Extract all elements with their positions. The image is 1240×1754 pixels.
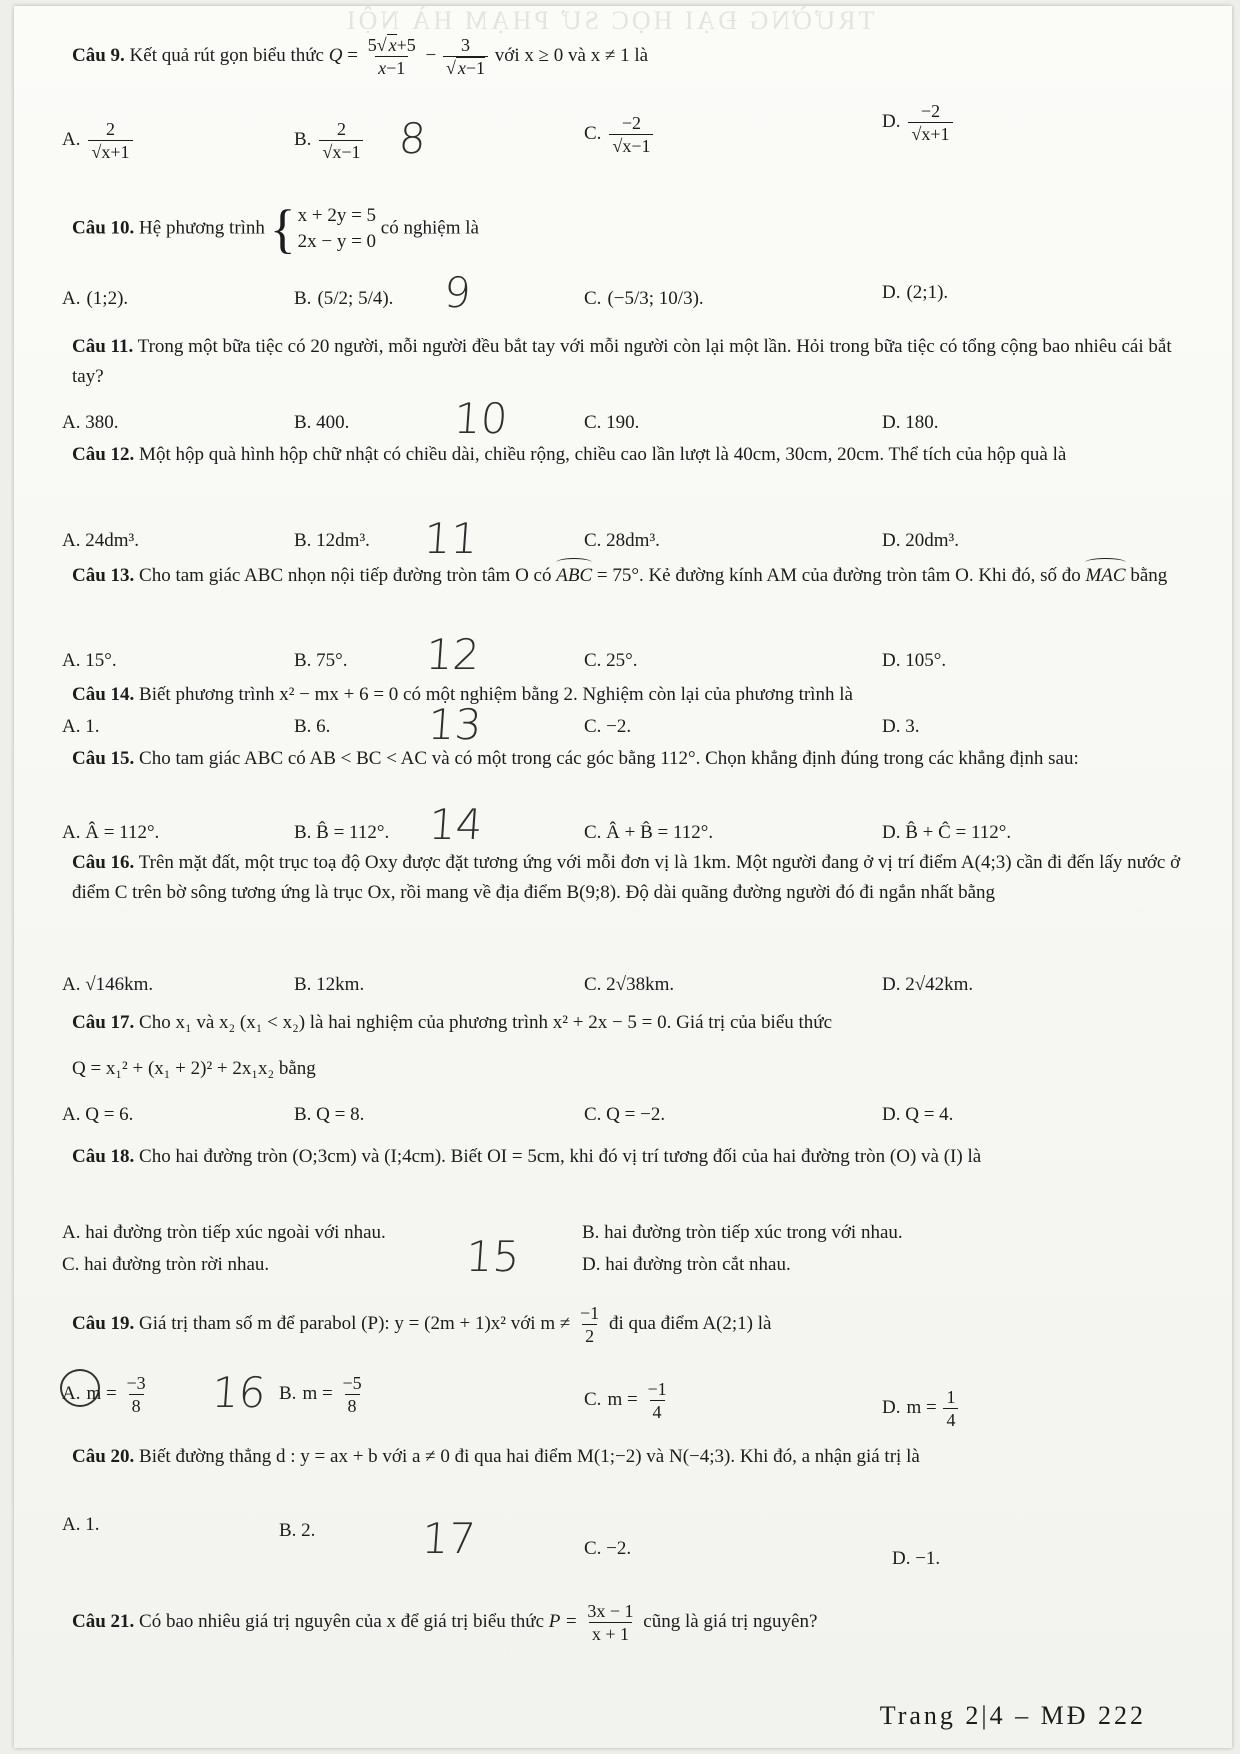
handwritten-number: 13	[426, 700, 484, 749]
question-label: Câu 17.	[72, 1012, 135, 1033]
option-c: C. 2√38km.	[584, 974, 675, 995]
option-b: B. 6.	[294, 716, 331, 737]
question-text: Cho x₁ và x₂ (x₁ < x₂) là hai nghiệm của phương trình x² + 2x − 5 = 0. Giá trị của biểu thức	[139, 1012, 833, 1033]
question-17-expression: Q = x₁² + (x₁ + 2)² + 2x₁x₂ bằng	[72, 1058, 316, 1079]
question-text: Một hộp quà hình hộp chữ nhật có chiều dài, chiều rộng, chiều cao lần lượt là 40cm, 30cm, 20cm. Thể tích của hộp quà là	[139, 444, 1067, 465]
option-d: D. Q = 4.	[882, 1104, 954, 1125]
handwritten-number: 15	[464, 1232, 522, 1281]
question-text-tail: có nghiệm là	[380, 217, 479, 239]
option-c: C. Q = −2.	[584, 1104, 666, 1125]
question-17	[72, 1008, 1192, 1038]
option-b: B. 400.	[294, 412, 350, 433]
question-label: Câu 9.	[72, 44, 125, 66]
exam-page	[14, 6, 1232, 1748]
option-b: B. 12km.	[294, 974, 365, 995]
question-label: Câu 20.	[72, 1446, 135, 1467]
question-label: Câu 14.	[72, 684, 135, 705]
option-d: D. 2√42km.	[882, 974, 974, 995]
option-d: D. B̂ + Ĉ = 112°.	[882, 822, 1012, 843]
option-c: C. hai đường tròn rời nhau.	[62, 1254, 270, 1275]
option-d: D. 105°.	[882, 650, 947, 671]
option-c: C. 25°.	[584, 650, 638, 671]
question-condition: với x ≥ 0 và x ≠ 1 là	[494, 44, 649, 66]
option-a: A. m = $\frac{-3}{8}$	[62, 1373, 146, 1416]
option-d: D. (2;1).	[882, 282, 949, 303]
option-b: B. 2.	[279, 1520, 316, 1541]
option-d: D. 3.	[882, 716, 920, 737]
fraction: $\frac{3}{√ x-1}$	[443, 34, 488, 79]
option-b: B. B̂ = 112°.	[294, 822, 390, 843]
bleed-through-header: TRƯỜNG ĐẠI HỌC SƯ PHẠM HÀ NỘI	[344, 6, 875, 35]
question-text: Biết đường thẳng d : y = ax + b với a ≠ 0 đi qua hai điểm M(1;−2) và N(−4;3). Khi đó, a nhận giá trị là	[139, 1446, 920, 1467]
option-a: A. 380.	[62, 412, 119, 433]
question-20	[72, 1442, 1192, 1472]
option-d: D. −1.	[892, 1548, 941, 1569]
equation-system: { x + 2y = 5 2x − y = 0	[269, 199, 377, 259]
question-text: Cho hai đường tròn (O;3cm) và (I;4cm). Biết OI = 5cm, khi đó vị trí tương đối của hai đường tròn (O) và (I) là	[139, 1146, 982, 1167]
option-a: A. (1;2).	[62, 288, 129, 309]
option-b: B. 75°.	[294, 650, 348, 671]
option-a: A. 1.	[62, 716, 100, 737]
option-c: C. Â + B̂ = 112°.	[584, 822, 714, 843]
fraction: $\frac{5√ x+5}{x-1}$	[367, 35, 416, 78]
option-d: D. hai đường tròn cắt nhau.	[582, 1254, 791, 1275]
option-c: C. −2.	[584, 716, 632, 737]
question-10	[72, 199, 1192, 259]
option-b: B. hai đường tròn tiếp xúc trong với nhau.	[582, 1222, 903, 1243]
option-a: A. Q = 6.	[62, 1104, 134, 1125]
option-b: B. Q = 8.	[294, 1104, 365, 1125]
option-b: B. $\frac{2}{√x-1}$	[294, 118, 365, 163]
option-d: D. m = $\frac{1}{4}$	[882, 1386, 960, 1431]
question-13: Câu 13. Cho tam giác ABC nhọn nội tiếp đường tròn tâm O có ABC = 75°. Kẻ đường kính AM của đường tròn tâm O. Khi đó, số đo MAC bằng	[72, 561, 1192, 591]
option-c: C. $\frac{-2}{√x-1}$	[584, 112, 655, 157]
option-a: A. √146km.	[62, 974, 154, 995]
question-label: Câu 16.	[72, 852, 135, 873]
page-footer: Trang 2|4 – MĐ 222	[879, 1701, 1146, 1730]
option-a: A. Â = 112°.	[62, 822, 160, 843]
option-c: C. 28dm³.	[584, 530, 660, 551]
handwritten-number: 16	[210, 1368, 268, 1417]
handwritten-number: 14	[427, 800, 485, 849]
handwritten-number: 9	[442, 268, 473, 317]
handwritten-number: 10	[452, 394, 510, 443]
option-d: D. 180.	[882, 412, 939, 433]
question-12	[72, 440, 1192, 470]
option-a: A. 1.	[62, 1514, 100, 1535]
question-label: Câu 18.	[72, 1146, 135, 1167]
question-9: Câu 9. Kết quả rút gọn biểu thức Q = $\frac{5√ x+5}{x-1}$ − $\frac{3}{√ x-1}$ với x ≥ 0 và x ≠ 1 là	[72, 35, 649, 78]
arc-mac: MAC	[1085, 561, 1125, 591]
question-text: Cho tam giác ABC có AB < BC < AC và có một trong các góc bằng 112°. Chọn khẳng định đúng trong các khẳng định sau:	[139, 748, 1079, 769]
question-text: Trong một bữa tiệc có 20 người, mỗi người đều bắt tay với mỗi người còn lại một lần. Hỏi trong bữa tiệc có tổng cộng bao nhiêu cái bắt tay?	[72, 336, 1172, 387]
question-text: Biết phương trình x² − mx + 6 = 0 có một nghiệm bằng 2. Nghiệm còn lại của phương trình là	[139, 684, 853, 705]
question-text: Kết quả rút gọn biểu thức	[129, 44, 324, 66]
question-text: Trên mặt đất, một trục toạ độ Oxy được đặt tương ứng với mỗi đơn vị là 1km. Một người đang ở vị trí điểm A(4;3) cần đi đến lấy nước ở điểm C trên bờ sông tương ứng là trục Ox, rồi mang về địa điểm B(9;8). Độ dài quãng đường người đó đi ngắn nhất bằng	[72, 852, 1181, 903]
handwritten-number: 12	[424, 630, 482, 679]
question-text: Hệ phương trình	[139, 217, 265, 239]
question-18	[72, 1142, 1192, 1172]
question-label: Câu 19.	[72, 1312, 135, 1334]
option-c: C. 190.	[584, 412, 640, 433]
question-label: Câu 15.	[72, 748, 135, 769]
question-16	[72, 848, 1192, 908]
option-d: D. $\frac{-2}{√x+1}$	[882, 100, 955, 145]
question-15	[72, 744, 1192, 774]
option-a: A. hai đường tròn tiếp xúc ngoài với nhau.	[62, 1222, 386, 1243]
option-a: A. 24dm³.	[62, 530, 139, 551]
option-b: B. m = $\frac{-5}{8}$	[279, 1373, 362, 1416]
question-21: Câu 21. Có bao nhiêu giá trị nguyên của x để giá trị biểu thức P = $\frac{3x - 1}{x + 1}$ cũng là giá trị nguyên?	[72, 1601, 818, 1644]
question-19: Câu 19. Giá trị tham số m để parabol (P): y = (2m + 1)x² với m ≠ $\frac{-1}{2}$ đi qua điểm A(2;1) là	[72, 1303, 772, 1346]
handwritten-number: 17	[420, 1514, 478, 1563]
question-11	[72, 332, 1192, 392]
option-c: C. −2.	[584, 1538, 632, 1559]
arc-abc: ABC	[556, 561, 592, 591]
question-label: Câu 13.	[72, 565, 135, 586]
option-d: D. 20dm³.	[882, 530, 959, 551]
question-label: Câu 10.	[72, 217, 135, 239]
option-a: A. 15°.	[62, 650, 117, 671]
question-label: Câu 11.	[72, 336, 134, 357]
handwritten-number: 11	[422, 514, 480, 563]
option-c: C. (−5/3; 10/3).	[584, 288, 704, 309]
option-b: B. (5/2; 5/4).	[294, 288, 394, 309]
option-b: B. 12dm³.	[294, 530, 370, 551]
option-c: C. m = $\frac{-1}{4}$	[584, 1379, 667, 1422]
question-label: Câu 12.	[72, 444, 135, 465]
question-14	[72, 680, 1192, 710]
handwritten-number: 8	[397, 114, 428, 163]
question-label: Câu 21.	[72, 1610, 135, 1632]
option-a: A. $\frac{2}{√x+1}$	[62, 118, 135, 163]
